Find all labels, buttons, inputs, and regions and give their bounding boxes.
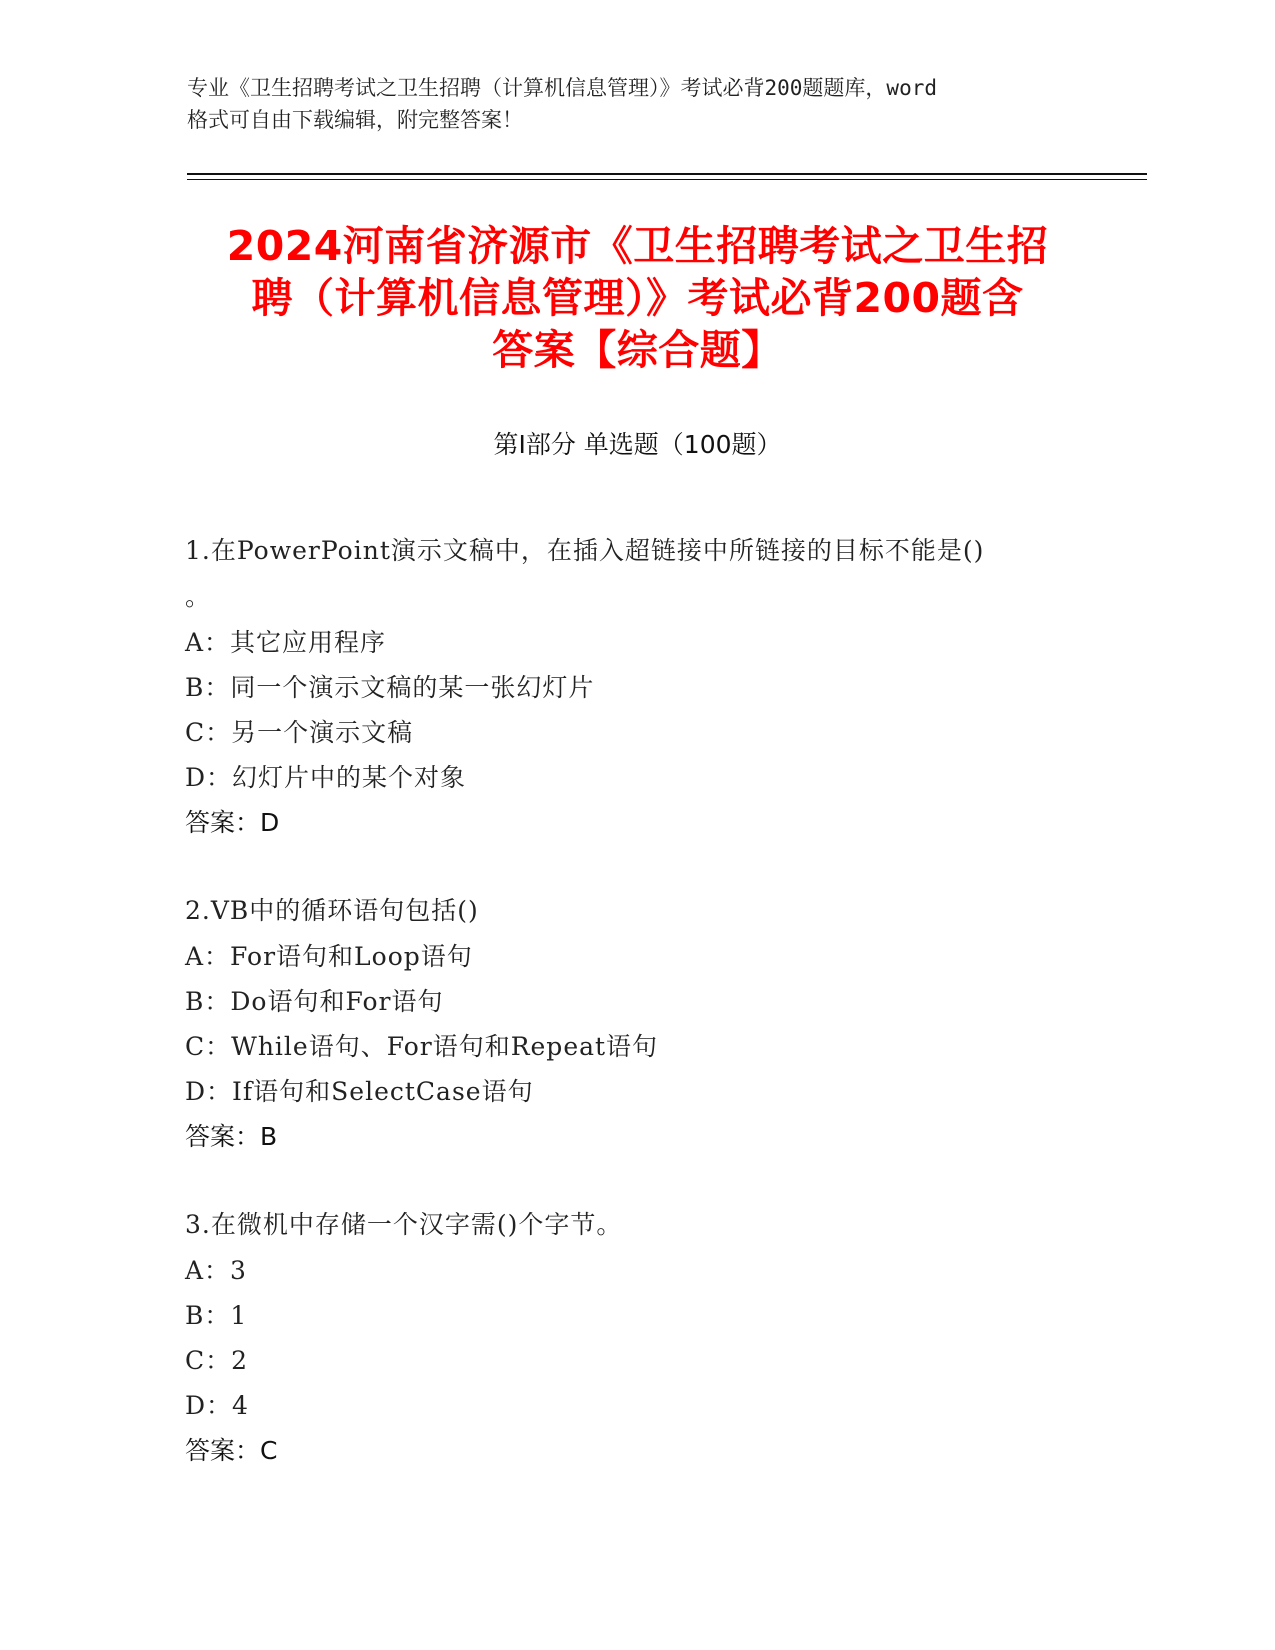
document-title [170,220,1105,376]
option-c: C：While语句、For语句和Repeat语句 [185,1032,659,1061]
question-text-continued: 。 [185,582,212,611]
header-rule-thin [187,179,1147,180]
question-item [185,888,1090,1160]
option-a: A：For语句和Loop语句 [185,942,473,971]
answer-line: 答案：B [185,1122,278,1151]
answer-line: 答案：C [185,1436,278,1465]
header-note-line: 格式可自由下载编辑，附完整答案！ [187,108,523,132]
option-a: A：其它应用程序 [185,628,387,657]
question-list [185,528,1090,1516]
question-item [185,528,1090,846]
option-c: C：2 [185,1346,249,1375]
option-c: C：另一个演示文稿 [185,718,414,747]
question-text: 3.在微机中存储一个汉字需()个字节。 [185,1210,623,1239]
option-b: B：同一个演示文稿的某一张幻灯片 [185,673,595,702]
question-text: 1.在PowerPoint演示文稿中，在插入超链接中所链接的目标不能是() [185,536,985,565]
header-note [187,72,1087,136]
option-b: B：1 [185,1301,248,1330]
option-d: D：幻灯片中的某个对象 [185,763,467,792]
title-line: 聘（计算机信息管理）》考试必背200题含 [251,274,1024,322]
question-text: 2.VB中的循环语句包括() [185,896,479,925]
section-heading: 第Ⅰ部分 单选题（100题） [493,430,782,459]
option-a: A：3 [185,1256,247,1285]
title-line: 2024河南省济源市《卫生招聘考试之卫生招 [226,222,1049,270]
option-d: D：4 [185,1391,249,1420]
option-b: B：Do语句和For语句 [185,987,444,1016]
header-note-line: 专业《卫生招聘考试之卫生招聘（计算机信息管理）》考试必背200题题库，word [187,76,937,100]
question-item [185,1202,1090,1474]
title-line: 答案【综合题】 [492,326,783,374]
answer-line: 答案：D [185,808,280,837]
header-rule [187,173,1147,175]
option-d: D：If语句和SelectCase语句 [185,1077,534,1106]
